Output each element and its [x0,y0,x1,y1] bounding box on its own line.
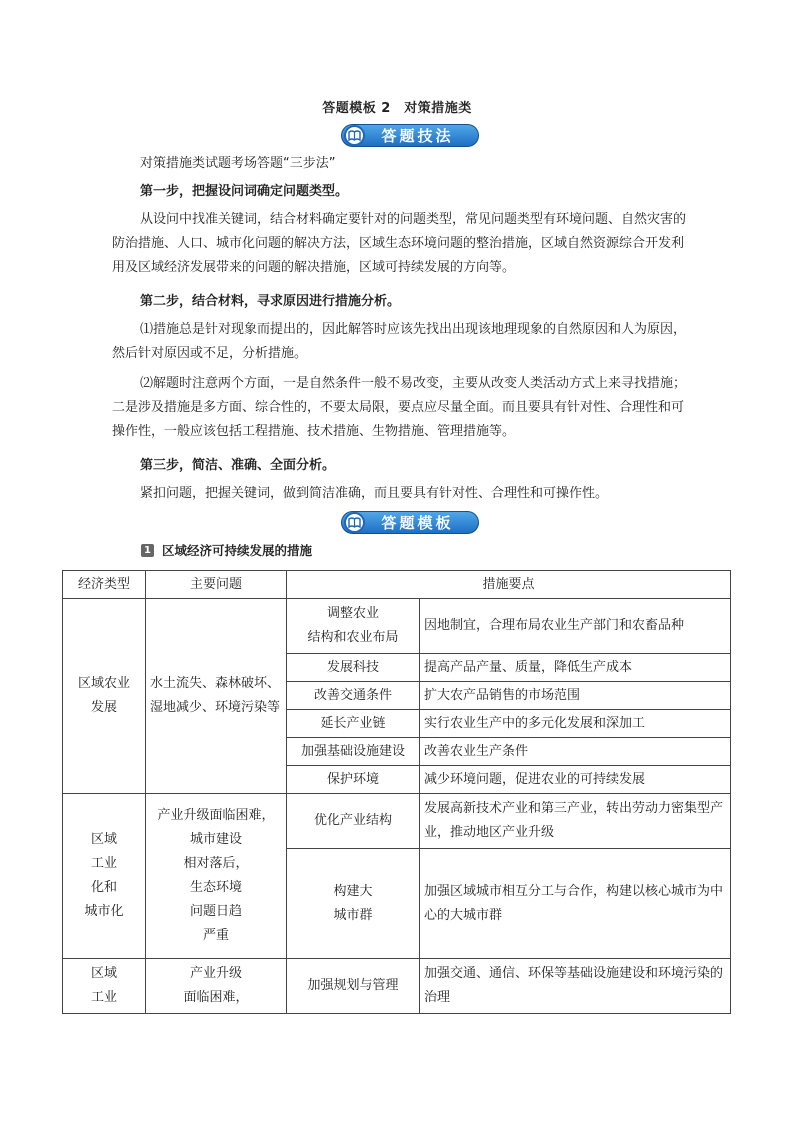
header-measures: 措施要点 [287,571,731,599]
point-cell: 因地制宜，合理布局农业生产部门和农畜品种 [420,599,731,654]
template-banner [341,511,479,534]
measure-cell: 优化产业结构 [287,794,420,849]
point-cell: 加强交通、通信、环保等基础设施建设和环境污染的治理 [420,959,731,1014]
measure-cell: 加强基础设施建设 [287,738,420,766]
section-number: 1 [141,544,154,557]
measure-cell: 发展科技 [287,654,420,682]
book-icon [344,125,365,146]
measure-cell: 延长产业链 [287,710,420,738]
step3-heading: 第三步，简洁、准确、全面分析。 [140,458,336,473]
step2-heading: 第二步，结合材料，寻求原因进行措施分析。 [140,294,401,309]
intro-line: 对策措施类试题考场答题“三步法” [140,156,336,171]
step2-point2: ⑵解题时注意两个方面，一是自然条件一般不易改变，主要从改变人类活动方式上来寻找措施；二是涉及措施是多方面、综合性的，不要太局限，要点应尽量全面。而且要具有针对性、合理性和可操作性，一般应该包括工程措施、技术措施、生物措施、管理措施等。 [112,376,687,439]
point-cell: 发展高新技术产业和第三产业，转出劳动力密集型产业，推动地区产业升级 [420,794,731,849]
header-economy-type: 经济类型 [63,571,146,599]
section-title: 区域经济可持续发展的措施 [162,543,313,558]
page-title: 答题模板 2 对策措施类 [322,101,472,116]
point-cell: 改善农业生产条件 [420,738,731,766]
measure-cell: 加强规划与管理 [287,959,420,1014]
table-row [63,794,731,849]
point-cell: 实行农业生产中的多元化发展和深加工 [420,710,731,738]
header-main-problem: 主要问题 [146,571,287,599]
table-header-row [63,571,731,599]
measure-cell: 调整农业 结构和农业布局 [287,599,420,654]
measure-cell: 保护环境 [287,766,420,794]
last-problem-cell: 产业升级 面临困难， [146,959,287,1014]
step1-heading: 第一步，把握设问词确定问题类型。 [140,184,349,199]
step1-body: 从设问中找准关键词，结合材料确定要针对的问题类型，常见问题类型有环境问题、自然灾害的防治措施、人口、城市化问题的解决方法，区域生态环境问题的整治措施，区域自然资源综合开发利用及区域经济发展带来的问题的解决措施，区域可持续发展的方向等。 [112,212,687,275]
ind-type-cell: 区域 工业 化和 城市化 [63,794,146,959]
point-cell: 提高产品产量、质量，降低生产成本 [420,654,731,682]
skills-banner [341,124,479,147]
step2-point1: ⑴措施总是针对现象而提出的，因此解答时应该先找出出现该地理现象的自然原因和人为原因，然后针对原因或不足，分析措施。 [112,322,687,361]
point-cell: 扩大农产品销售的市场范围 [420,682,731,710]
table-row [63,959,731,1014]
point-cell: 减少环境问题，促进农业的可持续发展 [420,766,731,794]
ind-problem-cell: 产业升级面临困难， 城市建设 相对落后， 生态环境 问题日趋 严重 [146,794,287,959]
last-type-cell: 区域 工业 [63,959,146,1014]
table-row [63,599,731,654]
book-icon [344,512,365,533]
skills-banner-label: 答题技法 [381,127,454,145]
measure-cell: 构建大 城市群 [287,849,420,959]
section-heading [141,541,312,559]
step3-body: 紧扣问题，把握关键词，做到简洁准确，而且要具有针对性、合理性和可操作性。 [140,486,609,501]
measures-table [62,570,731,1014]
point-cell: 加强区域城市相互分工与合作，构建以核心城市为中心的大城市群 [420,849,731,959]
measure-cell: 改善交通条件 [287,682,420,710]
template-banner-label: 答题模板 [381,514,454,532]
ag-type-cell: 区域农业 发展 [63,599,146,794]
ag-problem-cell: 水土流失、森林破坏、湿地减少、环境污染等 [146,599,287,794]
